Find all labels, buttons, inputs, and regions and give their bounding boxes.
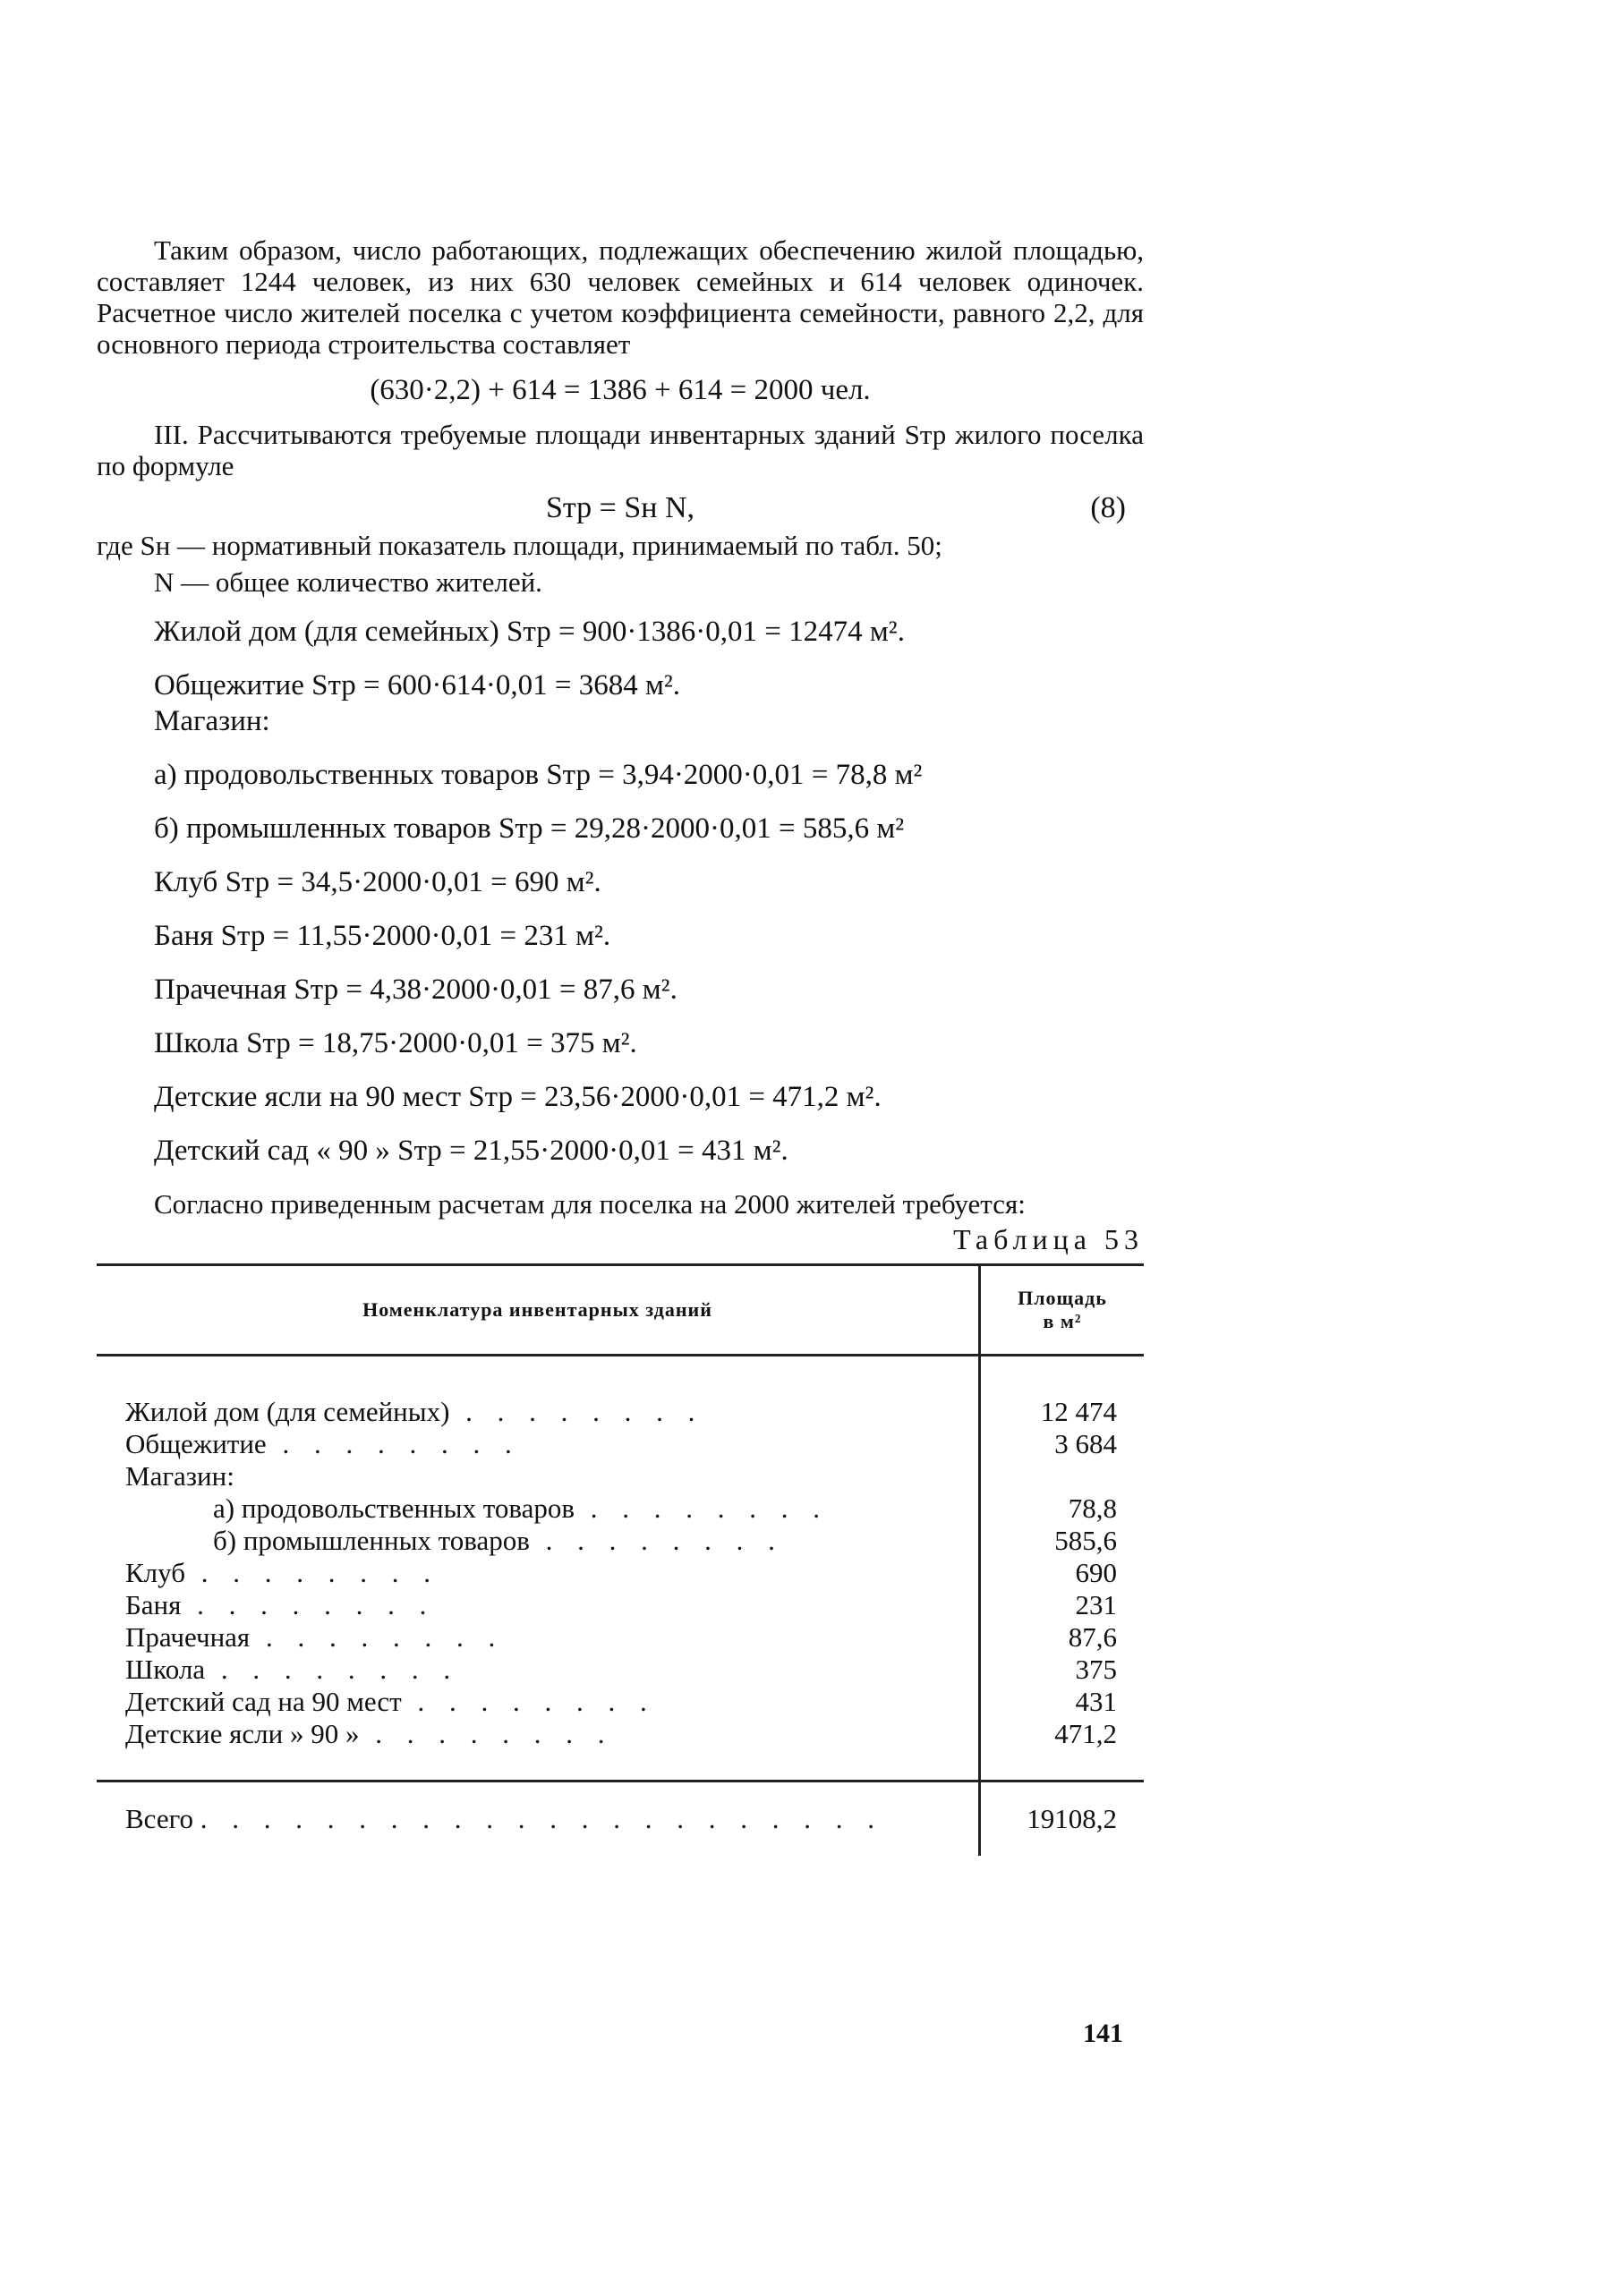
leader-dots: . . . . . . . . (574, 1492, 829, 1524)
table-row (97, 1686, 1144, 1718)
table-row (97, 1589, 1144, 1621)
table-body (97, 1356, 1144, 1751)
table-cell-area: 78,8 (980, 1492, 1145, 1525)
table-row (97, 1718, 1144, 1750)
calculation-list (97, 614, 1144, 1169)
calc-school: Школа Sтр = 18,75·2000·0,01 = 375 м². (154, 1027, 637, 1059)
leader-dots: . . . . . . . . . . . . . . . . . . . . . . (200, 1802, 884, 1834)
header-area-line1: Площадь (1018, 1287, 1107, 1309)
calc-shop-industrial: б) промышленных товаров Sтр = 29,28·2000·0,01 = 585,6 м² (154, 812, 905, 845)
formula-number: (8) (1090, 491, 1126, 524)
calc-bath: Баня Sтр = 11,55·2000·0,01 = 231 м². (154, 920, 611, 952)
calc-club: Клуб Sтр = 34,5·2000·0,01 = 690 м². (154, 866, 601, 898)
text-column (97, 234, 1144, 1856)
leader-dots: . . . . . . . . (250, 1621, 505, 1653)
table-cell-name (97, 1686, 980, 1718)
table-cell-area: 471,2 (980, 1718, 1145, 1750)
row-label: Клуб (125, 1557, 186, 1588)
leader-dots: . . . . . . . . (185, 1557, 440, 1588)
calc-shop-heading: Магазин: (154, 705, 270, 737)
total-value: 19108,2 (980, 1781, 1145, 1856)
table-total-row (97, 1781, 1144, 1856)
leader-dots: . . . . . . . . (205, 1654, 460, 1685)
calc-laundry: Прачечная Sтр = 4,38·2000·0,01 = 87,6 м². (154, 974, 677, 1006)
row-label: Жилой дом (для семейных) (125, 1396, 450, 1427)
leader-dots: . . . . . . . . (181, 1589, 436, 1620)
calc-nursery: Детские ясли на 90 мест Sтр = 23,56·2000·0,01 = 471,2 м². (154, 1081, 882, 1113)
leader-dots: . . . . . . . . (529, 1525, 784, 1556)
row-label: б) промышленных товаров (213, 1525, 530, 1556)
paragraph-summary: Согласно приведенным расчетам для поселка на 2000 жителей требуется: (154, 1188, 1026, 1220)
leader-dots: . . . . . . . . (401, 1686, 656, 1717)
row-label: Магазин: (125, 1460, 234, 1492)
header-nomenclature: Номенклатура инвентарных зданий (362, 1298, 712, 1321)
table-cell-name (97, 1589, 980, 1621)
table-caption: Таблица 53 (953, 1223, 1144, 1255)
table-cell-name (97, 1492, 980, 1525)
table-row (97, 1654, 1144, 1686)
table-cell-area: 375 (980, 1654, 1145, 1686)
table-cell-area: 87,6 (980, 1621, 1145, 1654)
table-cell-name (97, 1428, 980, 1460)
leader-dots: . . . . . . . . (359, 1718, 614, 1749)
table-cell-name (97, 1460, 980, 1492)
row-label: Детские ясли » 90 » (125, 1718, 360, 1749)
table-cell-area: 231 (980, 1589, 1145, 1621)
where-n: N — общее количество жителей. (154, 566, 542, 598)
page-number: 141 (1083, 2019, 1123, 2048)
table-cell-name (97, 1396, 980, 1428)
table-row (97, 1557, 1144, 1589)
table-row (97, 1492, 1144, 1525)
equation-residents: (630·2,2) + 614 = 1386 + 614 = 2000 чел. (370, 374, 871, 406)
calc-kindergarten: Детский сад « 90 » Sтр = 21,55·2000·0,01 = 431 м². (154, 1135, 788, 1167)
table-row (97, 1396, 1144, 1428)
leader-dots: . . . . . . . . (266, 1428, 521, 1459)
formula-text: Sтр = Sн N, (545, 491, 694, 524)
where-sn: где Sн — нормативный показатель площади, принимаемый по табл. 50; (97, 530, 942, 561)
row-label: Общежитие (125, 1428, 267, 1459)
table-cell-name (97, 1557, 980, 1589)
table-cell-area: 585,6 (980, 1525, 1145, 1557)
paragraph-workers: Таким образом, число работающих, подлежащих обеспечению жилой площадью, составляет 1244 человек, из них 630 человек семейных и 614 человек одиночек. Расчетное число жителей поселка с учетом коэффициента семейности, равного 2,2, для основного периода строительства составляет (97, 234, 1144, 360)
total-label-cell (97, 1781, 980, 1856)
table-cell-name (97, 1718, 980, 1750)
table-cell-name (97, 1654, 980, 1686)
row-label: Детский сад на 90 мест (125, 1686, 402, 1717)
table-cell-area: 12 474 (980, 1396, 1145, 1428)
total-label: Всего (125, 1802, 194, 1834)
table-header-row (97, 1265, 1144, 1356)
row-label: Баня (125, 1589, 182, 1620)
areas-table (97, 1263, 1144, 1856)
calc-shop-food: а) продовольственных товаров Sтр = 3,94·2000·0,01 = 78,8 м² (154, 759, 923, 791)
calc-dormitory: Общежитие Sтр = 600·614·0,01 = 3684 м². (154, 669, 681, 702)
row-label: Прачечная (125, 1621, 251, 1653)
table-cell-name (97, 1525, 980, 1557)
table-cell-name (97, 1621, 980, 1654)
row-label: Школа (125, 1654, 206, 1685)
table-cell-area: 690 (980, 1557, 1145, 1589)
table-row (97, 1621, 1144, 1654)
table-row (97, 1428, 1144, 1460)
paragraph-section-3: III. Рассчитываются требуемые площади инвентарных зданий Sтр жилого поселка по формуле (97, 419, 1144, 481)
header-area-line2: в м² (1043, 1310, 1082, 1332)
table-cell-area: 431 (980, 1686, 1145, 1718)
header-area (980, 1265, 1145, 1356)
table-cell-area (980, 1460, 1145, 1492)
formula-8 (97, 490, 1144, 526)
table-row (97, 1460, 1144, 1492)
row-label: а) продовольственных товаров (213, 1492, 575, 1524)
table-row (97, 1525, 1144, 1557)
table-cell-area: 3 684 (980, 1428, 1145, 1460)
calc-residential: Жилой дом (для семейных) Sтр = 900·1386·0,01 = 12474 м². (154, 616, 905, 648)
leader-dots: . . . . . . . . (449, 1396, 704, 1427)
